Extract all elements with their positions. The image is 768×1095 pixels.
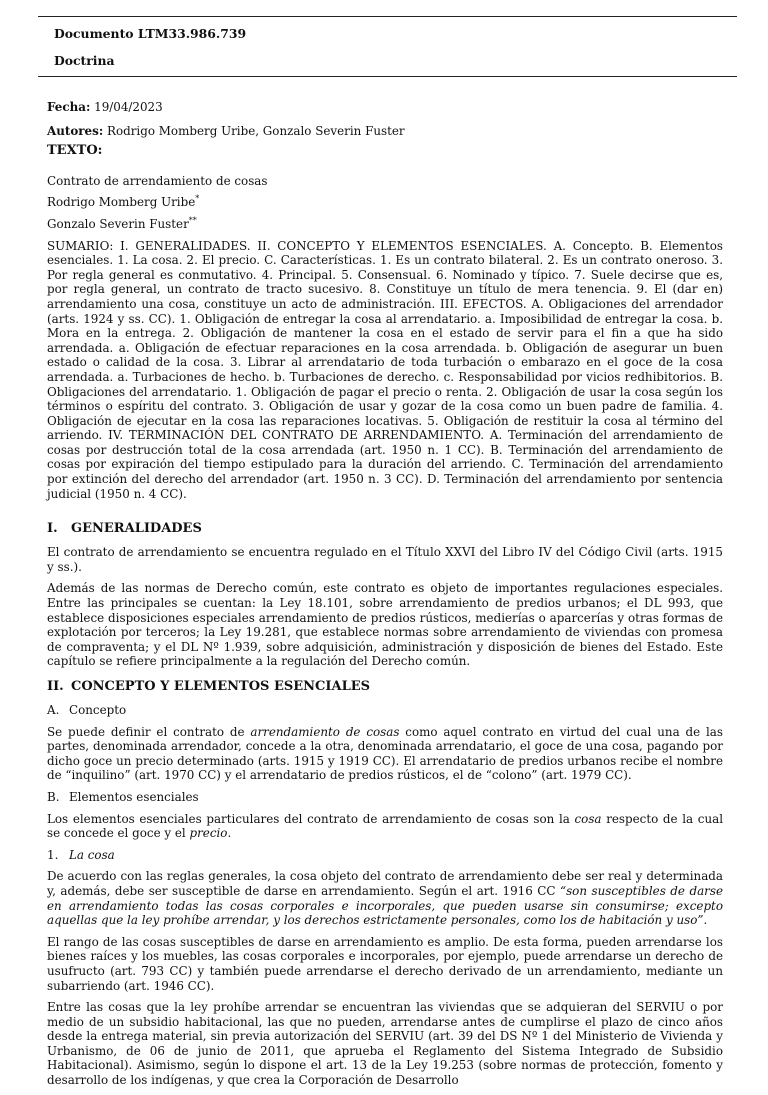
text-run: como aquel contrato en virtud del cual una de las partes, denominada arrendador, concede a la otra, denominada arrendatario, el goce de una cosa, pagando por dicho goce un precio determinado (arts. 1915 y 1919 CC). El arrendatario de predios urbanos recibe el nombre de “inquilino” (art. 1970 CC) y el arrendatario de predios rústicos, el de “colono” (art. 1979 CC). [47, 724, 723, 783]
paragraph: Entre las cosas que la ley prohíbe arrendar se encuentran las viviendas que se adquieran del SERVIU o por medio de un subsidio habitacional, las que no pueden, arrendarse antes de cumplirse el plazo de cinco años desde la entrega material, sin previa autorización del SERVIU (art. 39 del DS Nº 1 del Ministerio de Vivienda y Urbanismo, de 06 de junio de 2011, que aprueba el Reglamento del Sistema Integrado de Subsidio Habitacional). Asimismo, según lo dispone el art. 13 de la Ley 19.253 (sobre normas de protección, fomento y desarrollo de los indígenas, y que crea la Corporación de Desarrollo [47, 1000, 723, 1088]
subsection-number: 1. [47, 847, 59, 862]
date-value: 19/04/2023 [94, 100, 163, 114]
article-title: Contrato de arrendamiento de cosas [47, 173, 268, 188]
emphasis: arrendamiento de cosas [250, 724, 400, 739]
subsection-title: Elementos esenciales [69, 789, 199, 804]
paragraph: El rango de las cosas susceptibles de darse en arrendamiento es amplio. De esta forma, pueden arrendarse los bienes raíces y los muebles, las cosas corporales e incorporales, por ejemplo, puede arrendarse un derecho de usufructo (art. 793 CC) y también puede arrendarse el derecho derivado de un arrendamiento, mediante un subarriendo (art. 1946 CC). [47, 934, 723, 993]
document-body [47, 100, 723, 1095]
subsection-heading-elementos [47, 790, 723, 805]
text-run: Se puede definir el contrato de [47, 724, 251, 739]
author-line-1 [47, 195, 723, 210]
section-number: II. [47, 679, 64, 694]
paragraph [47, 812, 723, 841]
text-run: respecto de la cual se concede el goce y el [47, 811, 723, 841]
paragraph [47, 869, 723, 927]
emphasis: precio [189, 826, 228, 841]
author-2-footnote-mark: ** [188, 216, 197, 225]
date-label: Fecha: [47, 100, 91, 114]
document-id: Documento LTM33.986.739 [54, 26, 247, 41]
subsection-letter: B. [47, 789, 60, 804]
text-run: De acuerdo con las reglas generales, la cosa objeto del contrato de arrendamiento debe ser real y determinada y, además, debe ser susceptible de darse en arrendamiento. Según el art. 1916 CC [47, 869, 723, 898]
paragraph: El contrato de arrendamiento se encuentra regulado en el Título XXVI del Libro IV del Código Civil (arts. 1915 y ss.). [47, 545, 723, 574]
section-number: I. [47, 521, 58, 537]
subsection-title: La cosa [69, 847, 115, 862]
paragraph [47, 725, 723, 783]
text-run: . [703, 913, 708, 928]
authors-label: Autores: [47, 123, 104, 138]
summary-paragraph: SUMARIO: I. GENERALIDADES. II. CONCEPTO Y ELEMENTOS ESENCIALES. A. Concepto. B. Elementos esenciales. 1. La cosa. 2. El precio. C. Características. 1. Es un contrato bilateral. 2. Es un contrato oneroso. 3. Por regla general es conmutativo. 4. Principal. 5. Consensual. 6. Nominado y típico. 7. Suele decirse que es, por regla general, un contrato de tracto sucesivo. 8. Constituye un título de mera tenencia. 9. El (dar en) arrendamiento una cosa, constituye un acto de administración. III. EFECTOS. A. Obligaciones del arrendador (arts. 1924 y ss. CC). 1. Obligación de entregar la cosa al arrendatario. a. Imposibilidad de entregar la cosa. b. Mora en la entrega. 2. Obligación de mantener la cosa en el estado de servir para el fin a que ha sido arrendada. a. Obligación de efectuar reparaciones en la cosa arrendada. b. Obligación de asegurar un buen estado o calidad de la cosa. 3. Librar al arrendatario de toda turbación o embarazo en el goce de la cosa arrendada. a. Turbaciones de hecho. b. Turbaciones de derecho. c. Responsabilidad por vicios redhibitorios. B. Obligaciones del arrendatario. 1. Obligación de pagar el precio o renta. 2. Obligación de usar la cosa según los términos o espíritu del contrato. 3. Obligación de usar y gozar de la cosa como un buen padre de familia. 4. Obligación de ejecutar en la cosa las reparaciones locativas. 5. Obligación de restituir la cosa al término del arriendo. IV. TERMINACIÓN DEL CONTRATO DE ARRENDAMIENTO. A. Terminación del arrendamiento de cosas por destrucción total de la cosa arrendada (art. 1950 n. 1 CC). B. Terminación del arrendamiento de cosas por expiración del tiempo estipulado para la duración del arriendo. C. Terminación del arrendamiento por extinción del derecho del arrendador (art. 1950 n. 3 CC). D. Terminación del arrendamiento por sentencia judicial (1950 n. 4 CC). [47, 238, 723, 501]
text-run: . [227, 826, 232, 841]
emphasis: “son susceptibles de darse en arrendamiento todas las cosas corporales e incorporales, que pueden usarse sin consumirse; excepto aquellas que la ley prohíbe arrendar, y los derechos estrictamente personales, como los de habitación y uso” [47, 883, 723, 928]
subsection-title: Concepto [69, 703, 127, 717]
document-type: Doctrina [54, 53, 115, 68]
author-1: Rodrigo Momberg Uribe [47, 195, 196, 210]
top-rule [38, 16, 737, 17]
author-1-footnote-mark: * [195, 194, 200, 204]
subsection-letter: A. [47, 703, 60, 717]
section-title: CONCEPTO Y ELEMENTOS ESENCIALES [71, 679, 371, 694]
author-line-2 [47, 217, 723, 232]
text-run: Los elementos esenciales particulares del contrato de arrendamiento de cosas son la [47, 811, 575, 826]
authors-line [47, 124, 723, 139]
header-bottom-rule [38, 76, 737, 77]
subsection-heading-concepto [47, 703, 723, 718]
section-heading-concepto [47, 679, 723, 695]
section-heading-generalidades [47, 521, 723, 537]
paragraph: Además de las normas de Derecho común, este contrato es objeto de importantes regulaciones especiales. Entre las principales se cuentan: la Ley 18.101, sobre arrendamiento de predios urbanos; el DL 993, que establece disposiciones especiales arrendamiento de predios rústicos, medierías o aparcerías y otras formas de explotación por terceros; la Ley 19.281, que establece normas sobre arrendamiento de viviendas con promesa de compraventa; y el DL Nº 1.939, sobre adquisición, administración y disposición de bienes del Estado. Este capítulo se refiere principalmente a la regulación del Derecho común. [47, 581, 723, 669]
subsection-heading-la-cosa [47, 848, 723, 863]
authors-value: Rodrigo Momberg Uribe, Gonzalo Severin Fuster [107, 123, 405, 138]
emphasis: cosa [574, 811, 602, 826]
date-line [47, 100, 723, 115]
section-title: GENERALIDADES [71, 521, 202, 537]
texto-label: TEXTO: [47, 143, 103, 159]
author-2: Gonzalo Severin Fuster [47, 216, 189, 231]
